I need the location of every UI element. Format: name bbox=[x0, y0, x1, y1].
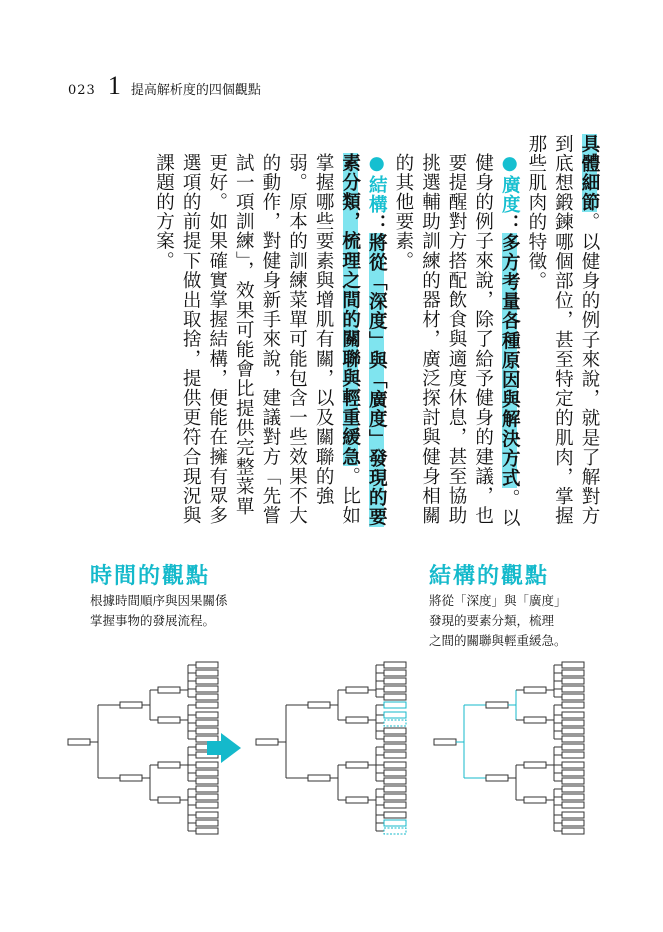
tree-node-box bbox=[384, 770, 406, 776]
tree-node-box bbox=[346, 687, 368, 693]
tree-node-box bbox=[196, 820, 218, 826]
depth-text: 。以健身的例子來說，就是了解對方到底想鍛鍊哪個部位，甚至特定的肌肉，掌握那些肌肉的特徵。 bbox=[525, 134, 600, 527]
tree-node-box bbox=[562, 828, 584, 834]
tree-node-box bbox=[384, 670, 406, 676]
tree-node-box bbox=[196, 686, 218, 692]
tree-node-box bbox=[196, 702, 218, 708]
tree-node-box bbox=[384, 736, 406, 742]
tree-node-box bbox=[196, 778, 218, 784]
tree-node-box bbox=[346, 717, 368, 723]
tree-node-box bbox=[196, 662, 218, 668]
time-caption-line: 掌握事物的發展流程。 bbox=[90, 613, 216, 628]
structure-colon: ： bbox=[366, 213, 388, 234]
structure-view-title: 結構的觀點 bbox=[429, 564, 550, 589]
tree-node-box bbox=[158, 717, 180, 723]
time-view-title: 時間的觀點 bbox=[90, 564, 211, 589]
tree-node-box bbox=[562, 744, 584, 750]
tree-node-box bbox=[562, 762, 584, 768]
structure-label: 結構 bbox=[366, 174, 388, 214]
bullet-icon: ● bbox=[499, 152, 521, 175]
tree-node-box bbox=[196, 786, 218, 792]
structure-caption-line: 發現的要素分類，梳理 bbox=[429, 613, 555, 628]
tree-node-box bbox=[196, 828, 218, 834]
tree-node-box bbox=[384, 820, 406, 826]
tree-node-box bbox=[196, 794, 218, 800]
tree-node-box bbox=[256, 739, 278, 745]
tree-node-box bbox=[562, 812, 584, 818]
tree-node-box bbox=[196, 728, 218, 734]
tree-node-box bbox=[384, 794, 406, 800]
breadth-colon: ： bbox=[499, 213, 521, 234]
structure-bold-text: 將從「深度」與「廣度」發現的要素分類，梳理之間的關聯與輕重緩急 bbox=[339, 152, 388, 528]
tree-node-box bbox=[384, 712, 406, 718]
tree-node-box bbox=[562, 820, 584, 826]
tree-node-box bbox=[562, 778, 584, 784]
breadth-label: 廣度 bbox=[499, 174, 521, 214]
tree-node-box bbox=[196, 670, 218, 676]
tree-node-box bbox=[562, 686, 584, 692]
depth-bold-term: 具體細節 bbox=[579, 134, 600, 213]
tree-node-box bbox=[562, 712, 584, 718]
structure-caption-line: 之間的關聯與輕重緩急。 bbox=[429, 633, 567, 648]
tree-diagram-time bbox=[68, 662, 218, 834]
breadth-bold-text: 多方考量各種原因與解決方式 bbox=[499, 233, 521, 489]
tree-node-box bbox=[196, 762, 218, 768]
tree-node-box bbox=[308, 775, 330, 781]
tree-node-box bbox=[562, 786, 584, 792]
tree-node-box bbox=[384, 778, 406, 784]
page-number: 023 bbox=[68, 83, 96, 98]
tree-node-box bbox=[562, 752, 584, 758]
tree-node-box bbox=[196, 812, 218, 818]
tree-node-box bbox=[562, 736, 584, 742]
tree-node-box bbox=[486, 702, 508, 708]
tree-node-box bbox=[158, 762, 180, 768]
tree-node-box bbox=[196, 802, 218, 808]
tree-node-box bbox=[562, 728, 584, 734]
tree-node-box bbox=[562, 678, 584, 684]
tree-node-box bbox=[158, 687, 180, 693]
chapter-number: 1 bbox=[107, 71, 121, 100]
time-caption-line: 根據時間順序與因果關係 bbox=[90, 593, 228, 608]
tree-node-box bbox=[196, 720, 218, 726]
tree-node-box bbox=[120, 775, 142, 781]
tree-node-box bbox=[384, 728, 406, 734]
tree-node-box bbox=[384, 744, 406, 750]
tree-node-box bbox=[308, 702, 330, 708]
tree-node-box bbox=[384, 702, 406, 708]
tree-node-box bbox=[384, 812, 406, 818]
tree-node-box bbox=[562, 770, 584, 776]
structure-text: 。比如掌握哪些要素與增肌有關，以及關聯的強弱。原本的訓練菜單可能包含一些效果不大的動作，對健身新手來說，建議對方「先嘗試一項訓練」，效果可能會比提供完整菜單更好。如果確實掌握結構，便能在擁有眾多選項的前提下做出取捨，提供更符合現況與課題的方案。 bbox=[153, 152, 361, 525]
tree-node-box bbox=[524, 687, 546, 693]
tree-node-box bbox=[524, 717, 546, 723]
tree-diagram-time-extended bbox=[256, 662, 406, 834]
tree-node-box bbox=[384, 762, 406, 768]
tree-node-box bbox=[562, 662, 584, 668]
tree-node-box bbox=[562, 702, 584, 708]
tree-node-box bbox=[524, 762, 546, 768]
tree-node-box bbox=[384, 678, 406, 684]
tree-node-box bbox=[384, 694, 406, 700]
tree-node-box bbox=[68, 739, 90, 745]
tree-node-box bbox=[524, 797, 546, 803]
tree-node-box bbox=[384, 786, 406, 792]
tree-node-box bbox=[384, 662, 406, 668]
tree-node-box bbox=[384, 802, 406, 808]
tree-node-box bbox=[346, 797, 368, 803]
tree-diagram-structure bbox=[434, 662, 584, 834]
tree-node-box bbox=[384, 720, 406, 726]
chapter-title: 提高解析度的四個觀點 bbox=[130, 83, 261, 98]
tree-node-box bbox=[196, 712, 218, 718]
tree-node-box bbox=[384, 752, 406, 758]
tree-node-box bbox=[562, 694, 584, 700]
tree-node-box bbox=[562, 802, 584, 808]
tree-node-box bbox=[120, 702, 142, 708]
tree-node-box bbox=[384, 686, 406, 692]
breadth-text: 。以健身的例子來說，除了給予健身的建議，也要提醒對方搭配飲食與適度休息，甚至協助挑選輔助訓練的器材，廣泛探討與健身相關的其他要素。 bbox=[392, 152, 521, 528]
structure-caption-line: 將從「深度」與「廣度」 bbox=[429, 593, 567, 608]
tree-node-box bbox=[346, 762, 368, 768]
tree-node-box bbox=[562, 670, 584, 676]
tree-node-box bbox=[196, 770, 218, 776]
tree-node-box bbox=[158, 797, 180, 803]
tree-node-box bbox=[196, 694, 218, 700]
tree-node-box bbox=[562, 720, 584, 726]
tree-node-box bbox=[486, 775, 508, 781]
bullet-icon: ● bbox=[366, 152, 388, 175]
tree-node-box bbox=[196, 678, 218, 684]
tree-node-box bbox=[562, 794, 584, 800]
tree-node-box bbox=[384, 828, 406, 834]
tree-node-box bbox=[434, 739, 456, 745]
